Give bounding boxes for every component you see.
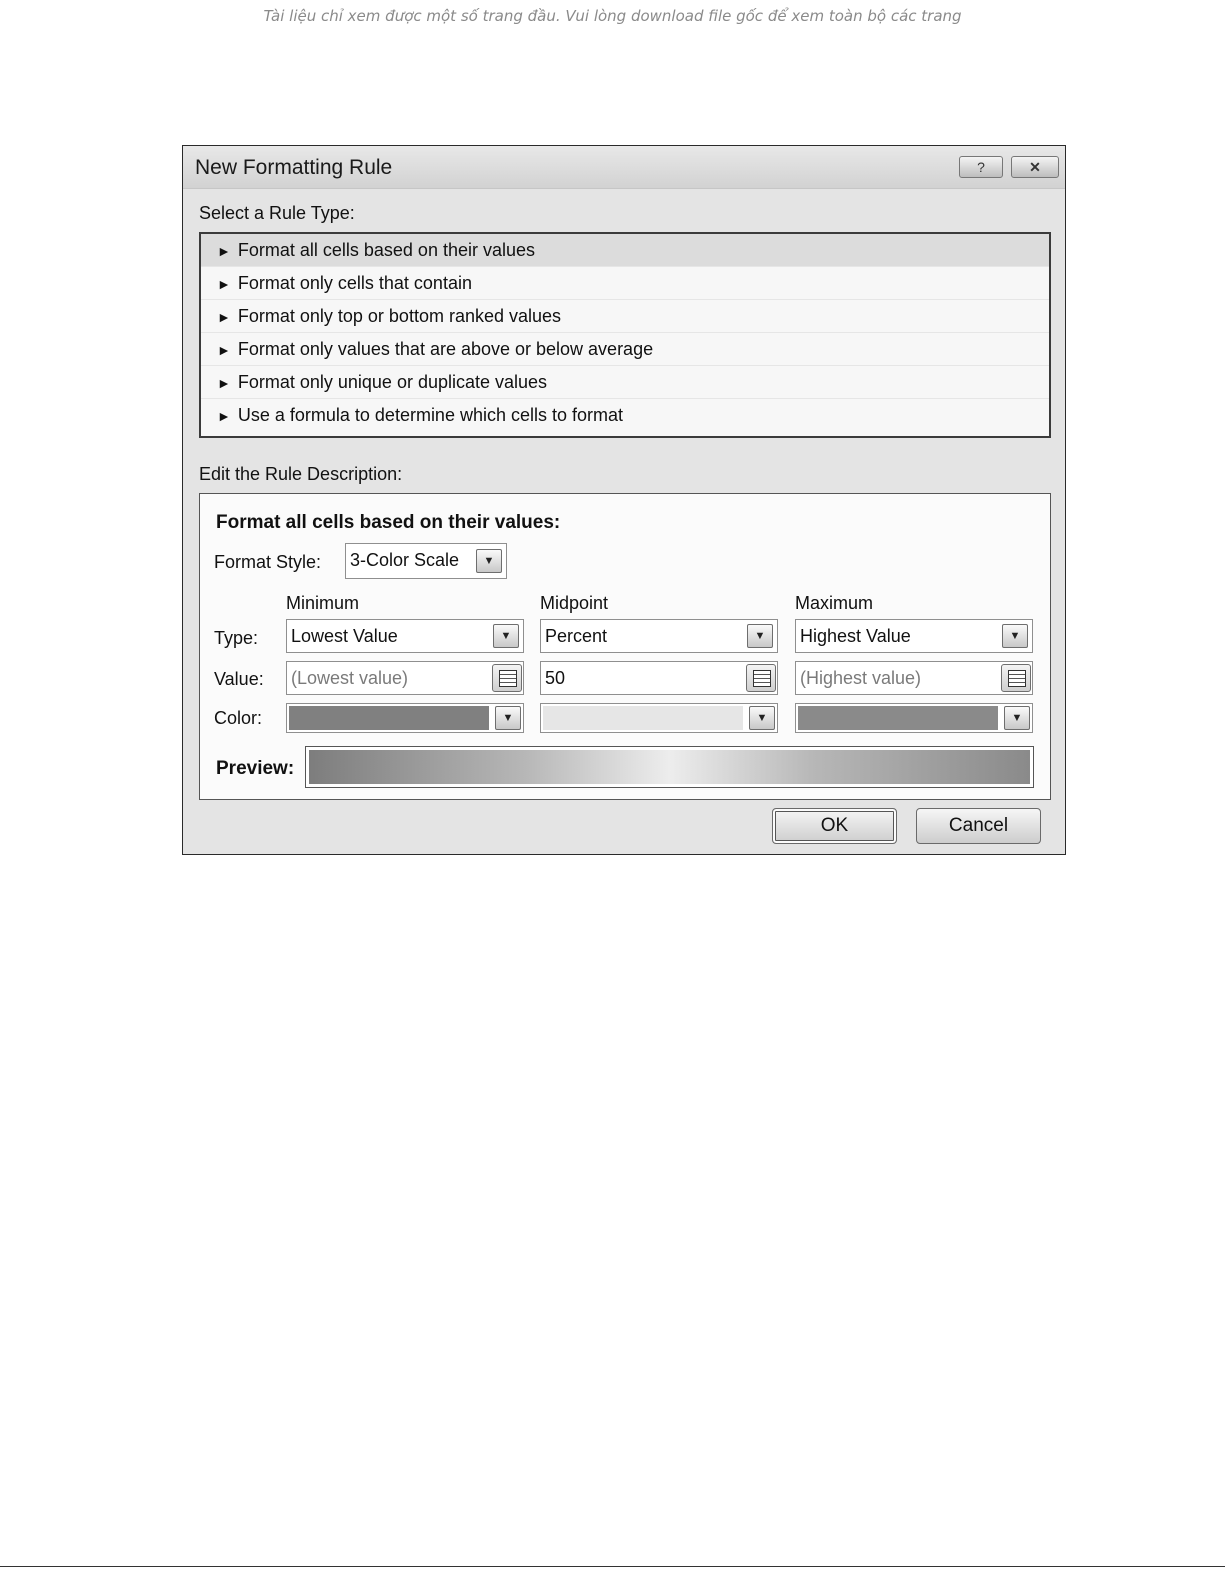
chevron-down-icon[interactable]: ▼: [493, 624, 519, 648]
maximum-type-select[interactable]: [795, 619, 1033, 653]
watermark-notice: Tài liệu chỉ xem được một số trang đầu. Vui lòng download file gốc để xem toàn bộ các trang: [263, 7, 962, 25]
maximum-value-placeholder: (Highest value): [800, 668, 922, 688]
format-style-label: Format Style:: [214, 552, 322, 572]
minimum-value-input[interactable]: [286, 661, 524, 695]
midpoint-type-value: Percent: [545, 626, 608, 646]
page-bottom-rule: [0, 1566, 1225, 1567]
color-row-label: Color:: [214, 708, 263, 728]
triangle-right-icon: ►: [217, 342, 231, 358]
rule-type-item[interactable]: [201, 300, 1049, 333]
minimum-header: Minimum: [286, 593, 360, 613]
minimum-color-swatch: [289, 706, 489, 730]
maximum-header: Maximum: [795, 593, 874, 613]
select-rule-type-label: Select a Rule Type:: [199, 203, 355, 223]
rule-type-label: Format only values that are above or below average: [237, 339, 654, 359]
rule-type-item[interactable]: [201, 366, 1049, 399]
rule-type-item[interactable]: [201, 234, 1049, 267]
range-selector-icon[interactable]: [492, 664, 522, 692]
maximum-type-value: Highest Value: [800, 626, 911, 646]
description-heading: Format all cells based on their values:: [216, 512, 561, 533]
chevron-down-icon[interactable]: ▼: [749, 706, 775, 730]
rule-type-item[interactable]: [201, 333, 1049, 366]
chevron-down-icon[interactable]: ▼: [1002, 624, 1028, 648]
rule-type-item[interactable]: [201, 267, 1049, 300]
ok-button[interactable]: OK: [772, 808, 897, 844]
maximum-color-picker[interactable]: [795, 703, 1033, 733]
midpoint-type-select[interactable]: [540, 619, 778, 653]
rule-type-label: Format all cells based on their values: [237, 240, 535, 260]
help-icon: ?: [977, 159, 985, 175]
triangle-right-icon: ►: [217, 408, 231, 424]
format-style-select[interactable]: [345, 543, 507, 579]
color-scale-preview: [305, 746, 1034, 788]
preview-label: Preview:: [216, 758, 295, 779]
range-selector-icon[interactable]: [1001, 664, 1031, 692]
dialog-title: New Formatting Rule: [195, 156, 393, 179]
close-button[interactable]: [1011, 156, 1059, 178]
rule-type-list[interactable]: [199, 232, 1051, 438]
new-formatting-rule-dialog: [182, 145, 1066, 855]
chevron-down-icon[interactable]: ▼: [747, 624, 773, 648]
help-button[interactable]: [959, 156, 1003, 178]
chevron-down-icon[interactable]: ▼: [476, 549, 502, 573]
title-bar: [183, 146, 1065, 189]
midpoint-value-input[interactable]: [540, 661, 778, 695]
format-style-value: 3-Color Scale: [350, 550, 460, 570]
rule-type-item[interactable]: [201, 399, 1049, 432]
maximum-color-swatch: [798, 706, 998, 730]
edit-rule-description-label: Edit the Rule Description:: [199, 464, 403, 484]
midpoint-color-picker[interactable]: [540, 703, 778, 733]
rule-description-panel: [199, 493, 1051, 800]
minimum-type-select[interactable]: [286, 619, 524, 653]
cancel-button[interactable]: Cancel: [916, 808, 1041, 844]
rule-type-label: Format only cells that contain: [237, 273, 472, 293]
rule-type-label: Format only top or bottom ranked values: [237, 306, 562, 326]
triangle-right-icon: ►: [217, 276, 231, 292]
type-row-label: Type:: [214, 628, 259, 648]
rule-type-label: Use a formula to determine which cells to format: [237, 405, 624, 425]
triangle-right-icon: ►: [217, 243, 231, 259]
triangle-right-icon: ►: [217, 375, 231, 391]
minimum-value-placeholder: (Lowest value): [291, 668, 409, 688]
triangle-right-icon: ►: [217, 309, 231, 325]
chevron-down-icon[interactable]: ▼: [1004, 706, 1030, 730]
midpoint-color-swatch: [543, 706, 743, 730]
midpoint-value: 50: [545, 668, 566, 688]
midpoint-header: Midpoint: [540, 593, 609, 613]
chevron-down-icon[interactable]: ▼: [495, 706, 521, 730]
range-selector-icon[interactable]: [746, 664, 776, 692]
value-row-label: Value:: [214, 669, 264, 689]
rule-type-label: Format only unique or duplicate values: [237, 372, 548, 392]
close-icon: ✕: [1029, 159, 1041, 175]
minimum-color-picker[interactable]: [286, 703, 524, 733]
maximum-value-input[interactable]: [795, 661, 1033, 695]
minimum-type-value: Lowest Value: [291, 626, 398, 646]
